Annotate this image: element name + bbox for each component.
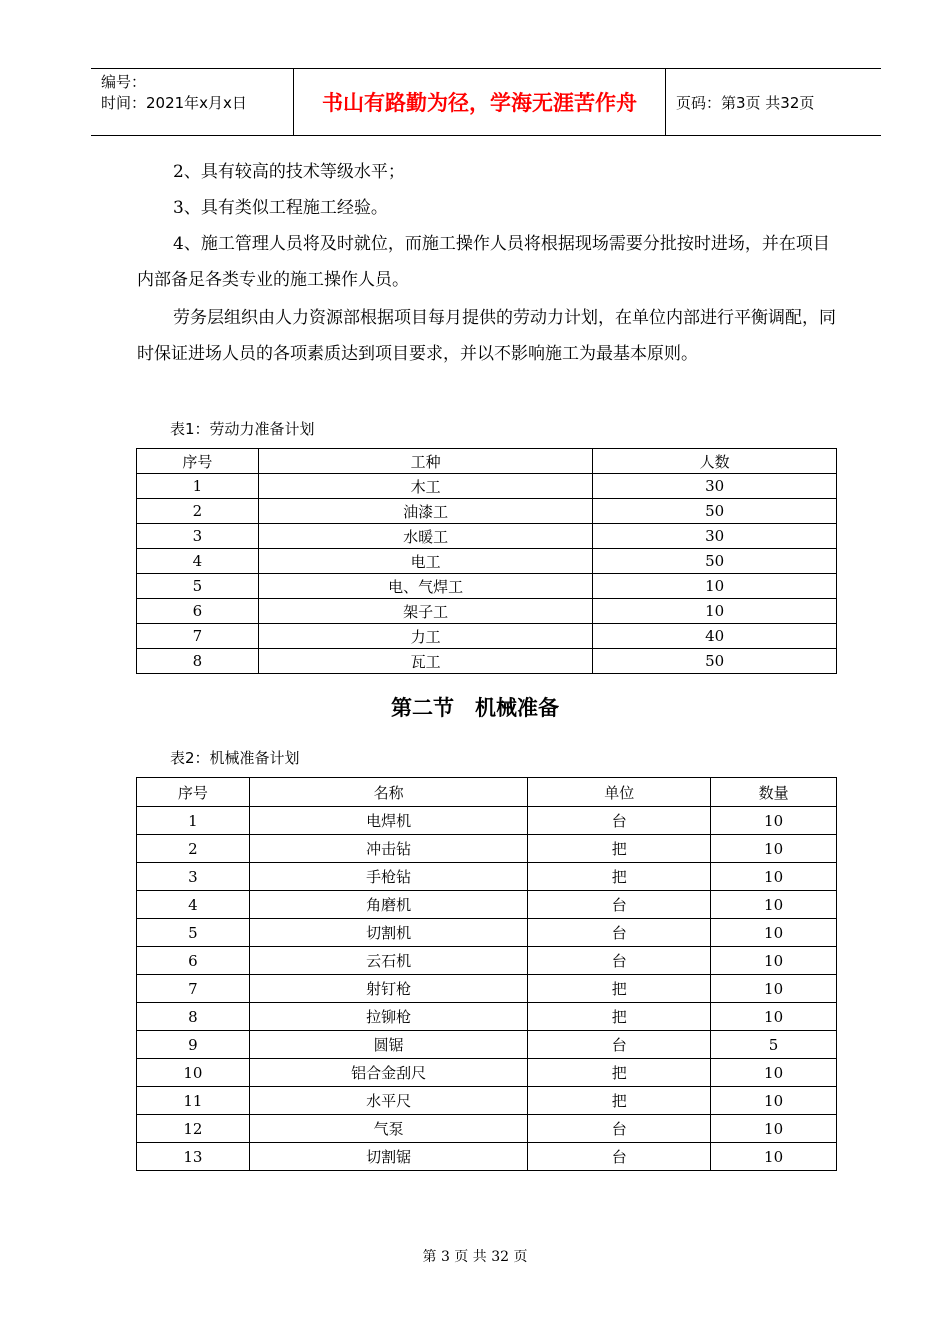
table1-caption: 表1：劳动力准备计划 — [170, 420, 315, 438]
table-cell: 铝合金刮尺 — [249, 1059, 528, 1087]
table-row — [137, 835, 837, 863]
table-row — [137, 1059, 837, 1087]
table-cell: 台 — [528, 1143, 711, 1171]
table-row — [137, 624, 837, 649]
table-cell: 10 — [711, 919, 837, 947]
table-cell: 射钉枪 — [249, 975, 528, 1003]
section-title: 第二节 机械准备 — [391, 696, 559, 720]
table-row — [137, 574, 837, 599]
table-cell: 台 — [528, 891, 711, 919]
table-cell: 4 — [137, 549, 259, 574]
doc-id-label: 编号： — [101, 73, 147, 91]
page-header — [91, 68, 881, 136]
table-cell: 台 — [528, 919, 711, 947]
table-cell: 手枪钻 — [249, 863, 528, 891]
table-cell: 瓦工 — [258, 649, 593, 674]
table-cell: 力工 — [258, 624, 593, 649]
table-cell: 10 — [711, 1087, 837, 1115]
table-cell: 气泵 — [249, 1115, 528, 1143]
table-cell: 10 — [711, 1143, 837, 1171]
table-row — [137, 1087, 837, 1115]
table-cell: 50 — [593, 649, 837, 674]
table-cell: 角磨机 — [249, 891, 528, 919]
table-cell: 水平尺 — [249, 1087, 528, 1115]
table-cell: 10 — [137, 1059, 250, 1087]
table-cell: 冲击钻 — [249, 835, 528, 863]
table-cell: 12 — [137, 1115, 250, 1143]
table-cell: 5 — [137, 919, 250, 947]
table-cell: 把 — [528, 863, 711, 891]
column-header: 序号 — [137, 449, 259, 474]
table-row — [137, 524, 837, 549]
table-cell: 50 — [593, 549, 837, 574]
table-cell: 10 — [711, 1059, 837, 1087]
table-cell: 10 — [593, 599, 837, 624]
table-cell: 6 — [137, 599, 259, 624]
table-cell: 50 — [593, 499, 837, 524]
table-cell: 水暖工 — [258, 524, 593, 549]
table-cell: 台 — [528, 807, 711, 835]
table-row — [137, 1003, 837, 1031]
table-row — [137, 1115, 837, 1143]
table-cell: 电焊机 — [249, 807, 528, 835]
table-row — [137, 599, 837, 624]
table-row — [137, 807, 837, 835]
header-meta — [91, 69, 293, 135]
header-page-info: 页码：第3页 共32页 — [676, 94, 815, 112]
table-cell: 10 — [711, 975, 837, 1003]
table-row — [137, 975, 837, 1003]
table-row — [137, 891, 837, 919]
table-cell: 10 — [711, 947, 837, 975]
table-cell: 台 — [528, 1031, 711, 1059]
table-cell: 4 — [137, 891, 250, 919]
table-cell: 10 — [711, 835, 837, 863]
table-cell: 木工 — [258, 474, 593, 499]
table-cell: 3 — [137, 863, 250, 891]
column-header: 工种 — [258, 449, 593, 474]
table-cell: 架子工 — [258, 599, 593, 624]
table-cell: 台 — [528, 947, 711, 975]
column-header: 人数 — [593, 449, 837, 474]
table-cell: 10 — [711, 1003, 837, 1031]
table-cell: 电工 — [258, 549, 593, 574]
table-row — [137, 919, 837, 947]
table-cell: 10 — [711, 863, 837, 891]
table-row — [137, 1143, 837, 1171]
body-text — [137, 154, 837, 372]
table-cell: 5 — [711, 1031, 837, 1059]
table-row — [137, 863, 837, 891]
table-header-row — [137, 778, 837, 807]
table-row — [137, 649, 837, 674]
column-header: 单位 — [528, 778, 711, 807]
table-row — [137, 1031, 837, 1059]
table2-caption: 表2：机械准备计划 — [170, 749, 300, 767]
table-cell: 切割机 — [249, 919, 528, 947]
table-cell: 7 — [137, 624, 259, 649]
labor-table — [136, 448, 837, 674]
table-cell: 9 — [137, 1031, 250, 1059]
table-row — [137, 947, 837, 975]
table-row — [137, 499, 837, 524]
table-cell: 把 — [528, 975, 711, 1003]
table-cell: 10 — [711, 1115, 837, 1143]
table-cell: 30 — [593, 474, 837, 499]
table-cell: 拉铆枪 — [249, 1003, 528, 1031]
table-cell: 2 — [137, 835, 250, 863]
paragraph: 劳务层组织由人力资源部根据项目每月提供的劳动力计划，在单位内部进行平衡调配，同时保证进场人员的各项素质达到项目要求，并以不影响施工为最基本原则。 — [137, 308, 836, 364]
table-cell: 电、气焊工 — [258, 574, 593, 599]
table-cell: 1 — [137, 807, 250, 835]
table-cell: 11 — [137, 1087, 250, 1115]
table-cell: 13 — [137, 1143, 250, 1171]
column-header: 名称 — [249, 778, 528, 807]
table-cell: 把 — [528, 1003, 711, 1031]
table-row — [137, 474, 837, 499]
header-motto: 书山有路勤为径，学海无涯苦作舟 — [293, 69, 666, 135]
table-cell: 6 — [137, 947, 250, 975]
paragraph: 3、具有类似工程施工经验。 — [173, 198, 388, 218]
table-cell: 40 — [593, 624, 837, 649]
table-cell: 30 — [593, 524, 837, 549]
table-cell: 5 — [137, 574, 259, 599]
table-cell: 7 — [137, 975, 250, 1003]
table-cell: 10 — [711, 807, 837, 835]
doc-time-label: 时间：2021年x月x日 — [101, 94, 247, 112]
paragraph: 4、施工管理人员将及时就位，而施工操作人员将根据现场需要分批按时进场，并在项目内部备足各类专业的施工操作人员。 — [137, 234, 830, 290]
table-cell: 云石机 — [249, 947, 528, 975]
table-cell: 8 — [137, 649, 259, 674]
paragraph: 2、具有较高的技术等级水平； — [173, 162, 405, 182]
column-header: 序号 — [137, 778, 250, 807]
table-cell: 3 — [137, 524, 259, 549]
machinery-table — [136, 777, 837, 1171]
table-cell: 8 — [137, 1003, 250, 1031]
table-row — [137, 549, 837, 574]
table-cell: 把 — [528, 835, 711, 863]
table-cell: 油漆工 — [258, 499, 593, 524]
table-cell: 1 — [137, 474, 259, 499]
table-cell: 切割锯 — [249, 1143, 528, 1171]
table-cell: 台 — [528, 1115, 711, 1143]
table-cell: 2 — [137, 499, 259, 524]
table-cell: 把 — [528, 1059, 711, 1087]
table-cell: 10 — [711, 891, 837, 919]
table-cell: 把 — [528, 1087, 711, 1115]
table-cell: 圆锯 — [249, 1031, 528, 1059]
table-cell: 10 — [593, 574, 837, 599]
table-header-row — [137, 449, 837, 474]
column-header: 数量 — [711, 778, 837, 807]
page-footer: 第 3 页 共 32 页 — [422, 1249, 528, 1265]
